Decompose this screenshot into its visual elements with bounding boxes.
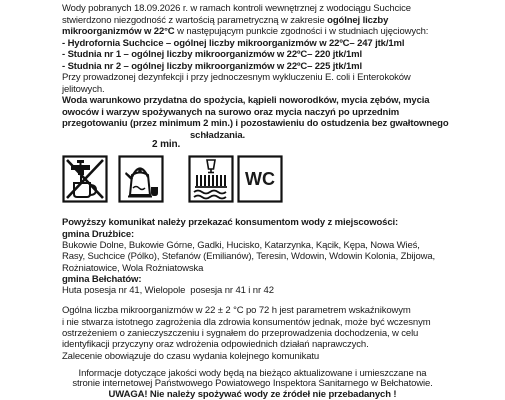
footer-line-2: stronie internetowej Państwowego Powiatowego Inspektora Sanitarnego w Bełchatowie.	[72, 378, 433, 389]
report-line-2-bold: ogólnej liczby	[327, 14, 389, 26]
localities-line-4: Huta posesja nr 41, Wielopole posesja nr 41 i nr 42	[62, 285, 274, 297]
commune-belchatow: gmina Bełchatów:	[62, 273, 142, 285]
result-hydrofornia: - Hydrofornia Suchcice – ogólnej liczby mikroorganizmów w 22ºC– 247 jtk/1ml	[62, 37, 405, 49]
explanation-line-3: ostrzeżeniem o zanieczyszczeniu i sygnałem do przeprowadzenia dochodzenia, w celu	[62, 327, 419, 339]
localities-line-3: Rożniatowice, Wola Rożniatowska	[62, 262, 204, 274]
localities-line-1: Bukowie Dolne, Bukowie Górne, Gadki, Hucisko, Katarzynka, Kącik, Kępa, Nowa Wieś,	[62, 239, 420, 251]
footer-line-1: Informacje dotyczące jakości wody będą na bieżąco aktualizowane i umieszczane na	[78, 367, 427, 379]
commune-druzbice: gmina Drużbice:	[62, 228, 135, 240]
recommendation-line-4: schładzania.	[190, 129, 246, 141]
report-line-3	[62, 26, 449, 38]
recommendation-line-2: owoców i warzyw spożywanych na surowo oraz mycia naczyń po uprzednim	[62, 106, 400, 118]
explanation-line-4: identyfikacji przyczyny oraz wdrożenia odpowiednich działań naprawczych.	[62, 339, 369, 351]
recipients-heading: Powyższy komunikat należy przekazać konsumentom wody z miejscowości:	[62, 217, 399, 229]
recipients-section	[62, 217, 435, 296]
report-line-3-bold: mikroorganizmów w 22°C	[62, 26, 175, 38]
report-line-3-text: w następującym punkcie zgodności i w studniach ujęciowych:	[174, 26, 429, 38]
kettle-icon	[118, 155, 164, 203]
wc-icon	[237, 155, 283, 203]
footer-warning: UWAGA! Nie należy spożywać wody ze źródeł nie przebadanych !	[108, 388, 397, 400]
explanation-line-1: Ogólna liczba mikroorganizmów w 22 ± 2 °C po 72 h jest parametrem wskaźnikowym	[62, 305, 411, 317]
boil-time-label: 2 min.	[152, 139, 181, 150]
explanation-line-5: Zalecenie obowiązuje do czasu wydania kolejnego komunikatu	[62, 350, 320, 362]
explanation-section	[62, 305, 431, 361]
footer-section	[0, 369, 505, 400]
test-results-section	[62, 3, 449, 141]
recommendation-line-3: przegotowaniu (przez minimum 2 min.) i pozostawieniu do ostudzenia bez gwałtownego	[62, 118, 449, 130]
no-tap-water-icon	[62, 155, 108, 203]
result-studnia-1: - Studnia nr 1 – ogólnej liczby mikroorganizmów w 22ºC– 220 jtk/1ml	[62, 49, 363, 61]
explanation-line-2: i nie stwarza istotnego zagrożenia dla zdrowia konsumentów jednak, może być wczesnym	[62, 316, 431, 328]
report-line-1: Wody pobranych 18.09.2026 r. w ramach kontroli wewnętrznej z wodociągu Suchcice	[62, 3, 411, 15]
result-studnia-2: - Studnia nr 2 – ogólnej liczby mikroorganizmów w 22ºC– 225 jtk/1ml	[62, 60, 363, 72]
report-line-2-text: stwierdzono niezgodność z wartością parametryczną w zakresie	[62, 14, 328, 26]
exclusion-line-1: Przy prowadzonej dezynfekcji i przy jednoczesnym wykluczeniu E. coli i Enterokoków	[62, 72, 411, 84]
report-line-2	[62, 15, 449, 27]
exclusion-line-2: jelitowych.	[62, 83, 105, 95]
dishwashing-icon	[188, 155, 234, 203]
localities-line-2: Rasy, Suchcice (Pólko), Stefanów (Emilianów), Teresin, Wdowin, Wdowin Kolonia, Zbijowa,	[62, 251, 436, 263]
recommendation-line-1: Woda warunkowo przydatna do spożycia, kąpieli noworodków, mycia zębów, mycia	[62, 95, 430, 107]
wc-label: WC	[245, 169, 275, 189]
